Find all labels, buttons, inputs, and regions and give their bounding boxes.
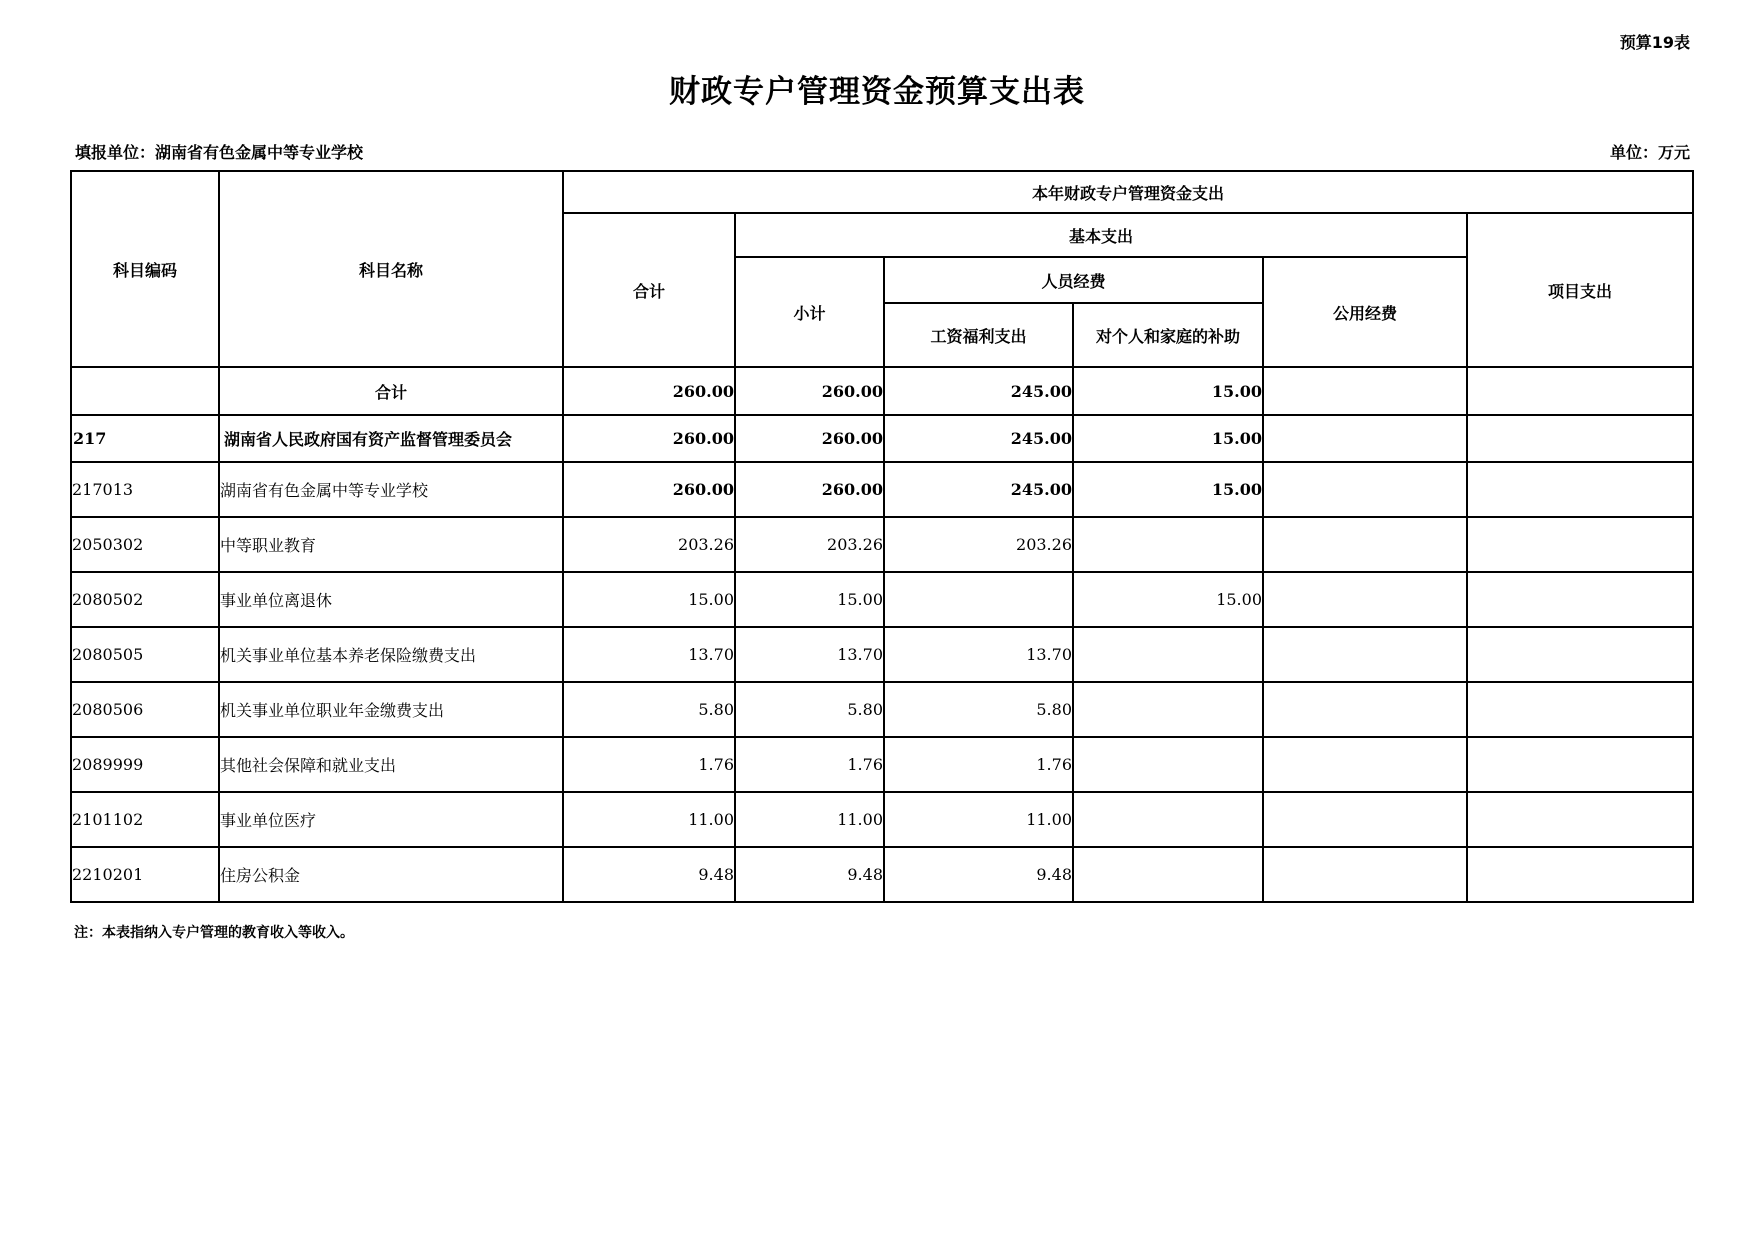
cell-code: 2089999 (71, 737, 219, 792)
cell-subtotal: 9.48 (735, 847, 884, 902)
cell-subsidy (1073, 682, 1263, 737)
cell-project (1467, 462, 1693, 517)
cell-name: 其他社会保障和就业支出 (219, 737, 563, 792)
cell-public (1263, 415, 1467, 462)
cell-subsidy (1073, 792, 1263, 847)
header-total: 合计 (563, 213, 735, 367)
cell-subtotal: 260.00 (735, 462, 884, 517)
cell-project (1467, 517, 1693, 572)
cell-code: 2080502 (71, 572, 219, 627)
currency-unit: 单位：万元 (1609, 143, 1690, 162)
cell-project (1467, 737, 1693, 792)
cell-subsidy: 15.00 (1073, 415, 1263, 462)
cell-code: 2101102 (71, 792, 219, 847)
cell-total: 9.48 (563, 847, 735, 902)
cell-subsidy (1073, 847, 1263, 902)
cell-project (1467, 792, 1693, 847)
cell-public (1263, 682, 1467, 737)
cell-public (1263, 367, 1467, 415)
cell-salary: 203.26 (884, 517, 1073, 572)
footnote: 注：本表指纳入专户管理的教育收入等收入。 (74, 925, 354, 941)
header-name: 科目名称 (219, 171, 563, 367)
cell-salary: 245.00 (884, 462, 1073, 517)
cell-salary: 5.80 (884, 682, 1073, 737)
cell-total: 260.00 (563, 415, 735, 462)
cell-name: 住房公积金 (219, 847, 563, 902)
cell-name: 湖南省人民政府国有资产监督管理委员会 (219, 415, 563, 462)
cell-salary: 11.00 (884, 792, 1073, 847)
cell-code: 2080505 (71, 627, 219, 682)
header-salary: 工资福利支出 (884, 303, 1073, 367)
cell-subtotal: 1.76 (735, 737, 884, 792)
cell-code (71, 367, 219, 415)
cell-salary: 245.00 (884, 367, 1073, 415)
header-public: 公用经费 (1263, 257, 1467, 367)
cell-total: 13.70 (563, 627, 735, 682)
cell-name: 中等职业教育 (219, 517, 563, 572)
header-subtotal: 小计 (735, 257, 884, 367)
table-row (71, 572, 1693, 627)
cell-salary: 1.76 (884, 737, 1073, 792)
cell-name: 合计 (219, 367, 563, 415)
cell-public (1263, 627, 1467, 682)
cell-total: 1.76 (563, 737, 735, 792)
cell-subtotal: 260.00 (735, 367, 884, 415)
cell-total: 260.00 (563, 462, 735, 517)
budget-table (70, 170, 1694, 903)
header-year-total: 本年财政专户管理资金支出 (563, 171, 1693, 213)
cell-subtotal: 11.00 (735, 792, 884, 847)
cell-project (1467, 367, 1693, 415)
cell-project (1467, 415, 1693, 462)
cell-subsidy: 15.00 (1073, 367, 1263, 415)
table-row (71, 792, 1693, 847)
page-title: 财政专户管理资金预算支出表 (669, 74, 1085, 110)
cell-code: 2210201 (71, 847, 219, 902)
table-row (71, 737, 1693, 792)
cell-salary: 9.48 (884, 847, 1073, 902)
table-row (71, 415, 1693, 462)
cell-code: 217013 (71, 462, 219, 517)
cell-salary: 13.70 (884, 627, 1073, 682)
cell-public (1263, 517, 1467, 572)
cell-total: 15.00 (563, 572, 735, 627)
cell-subtotal: 5.80 (735, 682, 884, 737)
cell-salary: 245.00 (884, 415, 1073, 462)
cell-code: 2080506 (71, 682, 219, 737)
cell-code: 2050302 (71, 517, 219, 572)
table-row (71, 462, 1693, 517)
header-project: 项目支出 (1467, 213, 1693, 367)
cell-subtotal: 15.00 (735, 572, 884, 627)
header-basic: 基本支出 (735, 213, 1467, 257)
cell-name: 机关事业单位基本养老保险缴费支出 (219, 627, 563, 682)
cell-public (1263, 847, 1467, 902)
cell-name: 事业单位医疗 (219, 792, 563, 847)
cell-subtotal: 203.26 (735, 517, 884, 572)
cell-subtotal: 13.70 (735, 627, 884, 682)
cell-subsidy: 15.00 (1073, 572, 1263, 627)
cell-public (1263, 462, 1467, 517)
cell-total: 5.80 (563, 682, 735, 737)
table-row (71, 847, 1693, 902)
header-subsidy: 对个人和家庭的补助 (1073, 303, 1263, 367)
cell-name: 机关事业单位职业年金缴费支出 (219, 682, 563, 737)
cell-public (1263, 737, 1467, 792)
cell-subsidy (1073, 737, 1263, 792)
header-personnel: 人员经费 (884, 257, 1263, 303)
header-code: 科目编码 (71, 171, 219, 367)
table-row (71, 682, 1693, 737)
cell-subsidy (1073, 517, 1263, 572)
table-row (71, 517, 1693, 572)
cell-name: 事业单位离退休 (219, 572, 563, 627)
cell-total: 203.26 (563, 517, 735, 572)
cell-project (1467, 627, 1693, 682)
cell-subsidy (1073, 627, 1263, 682)
reporting-unit: 填报单位：湖南省有色金属中等专业学校 (75, 143, 364, 162)
cell-project (1467, 847, 1693, 902)
cell-public (1263, 792, 1467, 847)
cell-salary (884, 572, 1073, 627)
cell-total: 260.00 (563, 367, 735, 415)
cell-total: 11.00 (563, 792, 735, 847)
cell-public (1263, 572, 1467, 627)
table-row (71, 627, 1693, 682)
cell-subsidy: 15.00 (1073, 462, 1263, 517)
cell-name: 湖南省有色金属中等专业学校 (219, 462, 563, 517)
cell-project (1467, 572, 1693, 627)
cell-code: 217 (71, 415, 219, 462)
cell-project (1467, 682, 1693, 737)
table-row (71, 367, 1693, 415)
form-number: 预算19表 (1619, 33, 1690, 52)
cell-subtotal: 260.00 (735, 415, 884, 462)
